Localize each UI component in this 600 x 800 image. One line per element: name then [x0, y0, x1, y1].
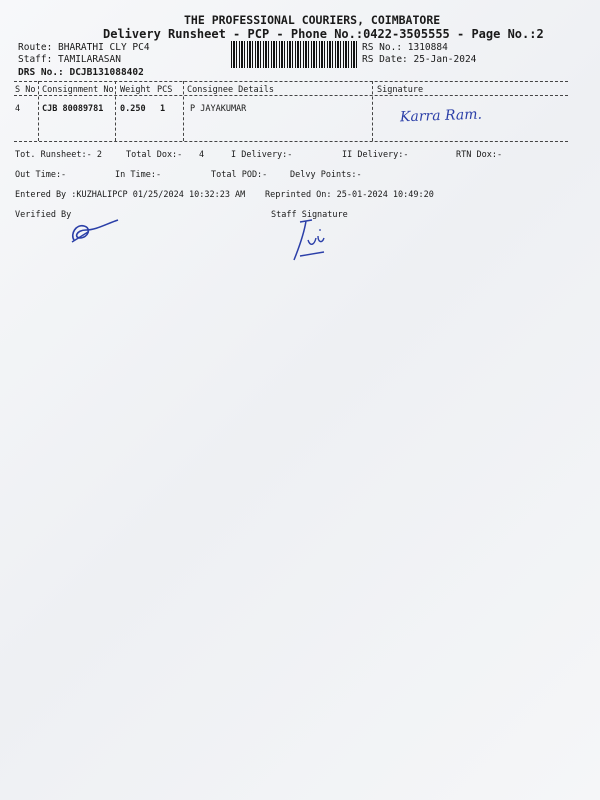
col-separator — [38, 81, 39, 141]
barcode — [231, 41, 358, 68]
drs-number: DRS No.: DCJB131088402 — [18, 67, 144, 78]
row-pcs: 1 — [160, 104, 166, 114]
col-separator — [183, 81, 184, 141]
staff-signature-label: Staff Signature — [271, 210, 348, 220]
staff-signature-drawing — [290, 212, 340, 264]
header-s-no: S No — [15, 85, 36, 95]
runsheet-subtitle: Delivery Runsheet - PCP - Phone No.:0422-3505555 - Page No.:2 — [103, 27, 544, 41]
header-pcs: PCS — [157, 85, 173, 95]
row-consignment: CJB 80089781 — [42, 104, 104, 114]
col-separator — [115, 81, 116, 141]
table-bottom-rule — [14, 141, 568, 142]
header-signature: Signature — [377, 85, 424, 95]
entered-by: Entered By :KUZHALIPCP 01/25/2024 10:32:23 AM — [15, 190, 246, 200]
tot-runsheet: Tot. Runsheet:- 2 — [15, 150, 102, 160]
row-s-no: 4 — [15, 104, 21, 114]
reprinted-on: Reprinted On: 25-01-2024 10:49:20 — [265, 190, 434, 200]
delvy-points: Delvy Points:- — [290, 170, 362, 180]
ii-delivery: II Delivery:- — [342, 150, 409, 160]
route-label: Route: BHARATHI CLY PC4 — [18, 42, 150, 53]
table-header-rule — [14, 95, 568, 96]
company-title: THE PROFESSIONAL COURIERS, COIMBATORE — [184, 13, 441, 27]
rs-date: RS Date: 25-Jan-2024 — [362, 54, 477, 65]
header-consignment: Consignment No — [42, 85, 114, 95]
out-time: Out Time:- — [15, 170, 67, 180]
staff-label: Staff: TAMILARASAN — [18, 54, 121, 65]
total-dox-value: 4 — [199, 150, 205, 160]
verified-by-label: Verified By — [15, 210, 72, 220]
i-delivery: I Delivery:- — [231, 150, 293, 160]
total-dox-label: Total Dox:- — [126, 150, 183, 160]
rs-number: RS No.: 1310884 — [362, 42, 448, 53]
verifier-signature-drawing — [66, 216, 126, 246]
row-consignee: P JAYAKUMAR — [190, 104, 247, 114]
in-time: In Time:- — [115, 170, 162, 180]
col-separator — [372, 81, 373, 141]
recipient-handwritten-signature: Karra Ram. — [399, 106, 483, 126]
total-pod: Total POD:- — [211, 170, 268, 180]
rtn-dox: RTN Dox:- — [456, 150, 503, 160]
row-weight: 0.250 — [120, 104, 146, 114]
header-consignee: Consignee Details — [187, 85, 274, 95]
table-top-rule — [14, 81, 568, 82]
header-weight: Weight — [120, 85, 151, 95]
